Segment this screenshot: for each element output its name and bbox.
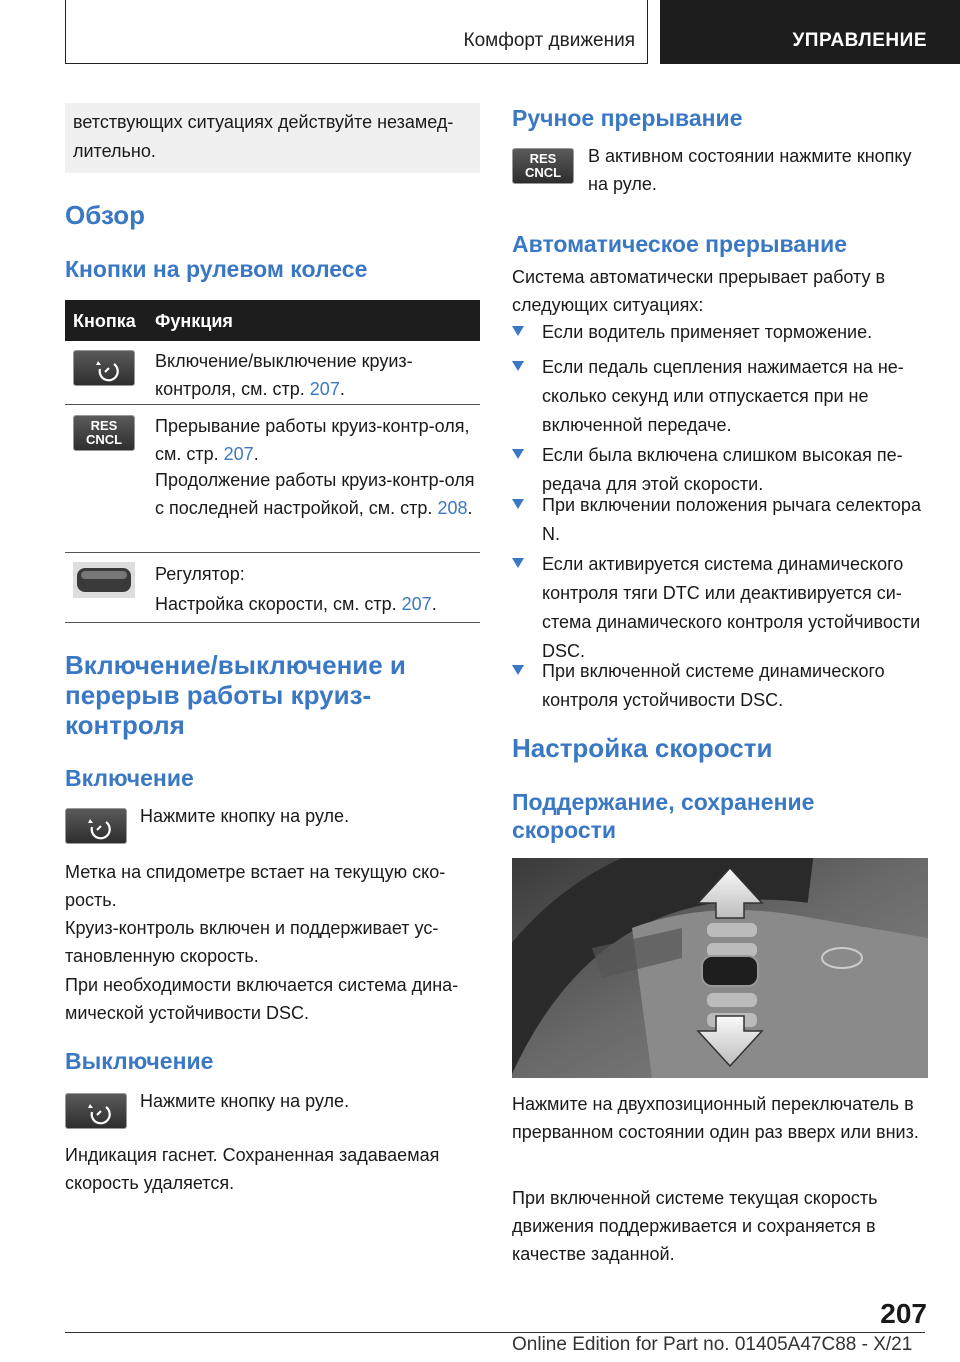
- heading-manual: Ручное прерывание: [512, 105, 743, 131]
- row2-page-link1[interactable]: 207: [223, 444, 254, 464]
- list-item: Если активируется система динамического контроля тяги DTC или деактивируется си-стема динамического контроля устойчивости DSC.: [512, 550, 932, 666]
- row-divider: [65, 552, 480, 553]
- triangle-bullet-icon: [512, 499, 524, 509]
- res-cncl-icon: RES CNCL: [73, 415, 135, 451]
- row-divider: [65, 404, 480, 405]
- col-button: Кнопка: [73, 311, 136, 331]
- triangle-bullet-icon: [512, 665, 524, 675]
- heading-overview: Обзор: [65, 200, 145, 230]
- on-p2: Круиз-контроль включен и поддерживает ус-тановленную скорость.: [65, 918, 439, 966]
- row2-text1: Прерывание работы круиз-контр-оля, см. стр. 207.: [155, 416, 470, 464]
- steering-wheel-photo: [512, 858, 928, 1078]
- triangle-bullet-icon: [512, 558, 524, 568]
- off-p1: Индикация гаснет. Сохраненная задаваемая скорость удаляется.: [65, 1145, 440, 1193]
- table-header: [65, 300, 480, 341]
- header-section-title: Комфорт движения: [463, 30, 635, 51]
- heading-onoff: Включение/выключение и перерыв работы круиз-контроля: [65, 650, 406, 740]
- row2-text2: Продолжение работы круиз-контр-оля с последней настройкой, см. стр. 208.: [155, 470, 475, 518]
- cruise-off-icon: [65, 1093, 127, 1129]
- row3-page-link[interactable]: 207: [401, 594, 432, 614]
- heading-buttons: Кнопки на рулевом колесе: [65, 256, 368, 282]
- res-cncl-manual-icon: RES CNCL: [512, 148, 574, 184]
- heading-auto: Автоматическое прерывание: [512, 231, 848, 257]
- note-box: [65, 103, 480, 173]
- footer-divider: [65, 1332, 925, 1333]
- rocker-switch-icon: [73, 562, 135, 598]
- manual-instruction: В активном состоянии нажмите кнопку на руле.: [588, 146, 912, 194]
- cruise-on-icon: [65, 808, 127, 844]
- list-item: Если водитель применяет торможение.: [512, 318, 932, 347]
- row3-text1: Регулятор:: [155, 564, 245, 584]
- list-item: Если педаль сцепления нажимается на не-сколько секунд или отпускается при не включенной передаче.: [512, 353, 932, 440]
- page-number: 207: [880, 1298, 927, 1329]
- header-chapter-title: УПРАВЛЕНИЕ: [792, 30, 927, 51]
- heading-hold: Поддержание, сохранение скорости: [512, 789, 815, 843]
- row1-text: Включение/выключение круиз-контроля, см. стр. 207.: [155, 351, 413, 399]
- on-p1: Метка на спидометре встает на текущую ско-рость.: [65, 862, 446, 910]
- footer-edition: Online Edition for Part no. 01405A47C88 - X/21: [512, 1334, 913, 1355]
- triangle-bullet-icon: [512, 361, 524, 371]
- on-p3: При необходимости включается система дина-мической устойчивости DSC.: [65, 975, 459, 1023]
- heading-speed: Настройка скорости: [512, 733, 773, 763]
- photo-p1: Нажмите на двухпозиционный переключатель в прерванном состоянии один раз вверх или вниз.: [512, 1094, 919, 1142]
- note-text: ветствующих ситуациях действуйте незамед-лительно.: [73, 112, 454, 161]
- col-function: Функция: [155, 311, 233, 331]
- row1-page-link[interactable]: 207: [309, 379, 340, 399]
- off-instruction: Нажмите кнопку на руле.: [140, 1091, 350, 1111]
- auto-intro: Система автоматически прерывает работу в следующих ситуациях:: [512, 267, 886, 315]
- on-instruction: Нажмите кнопку на руле.: [140, 806, 350, 826]
- header-section-box: [65, 0, 648, 64]
- header-chapter-box: [660, 0, 960, 64]
- triangle-bullet-icon: [512, 326, 524, 336]
- list-item: При включенной системе динамического контроля устойчивости DSC.: [512, 657, 932, 715]
- row3-text2: Настройка скорости, см. стр. 207.: [155, 594, 437, 614]
- row-divider: [65, 622, 480, 623]
- cruise-toggle-icon: [73, 350, 135, 386]
- triangle-bullet-icon: [512, 449, 524, 459]
- row2-page-link2[interactable]: 208: [437, 498, 468, 518]
- heading-off: Выключение: [65, 1048, 214, 1074]
- heading-on: Включение: [65, 765, 194, 791]
- list-item: Если была включена слишком высокая пе-редача для этой скорости.: [512, 441, 932, 499]
- photo-p2: При включенной системе текущая скорость движения поддерживается и сохраняется в качестве заданной.: [512, 1188, 878, 1264]
- list-item: При включении положения рычага селектора N.: [512, 491, 932, 549]
